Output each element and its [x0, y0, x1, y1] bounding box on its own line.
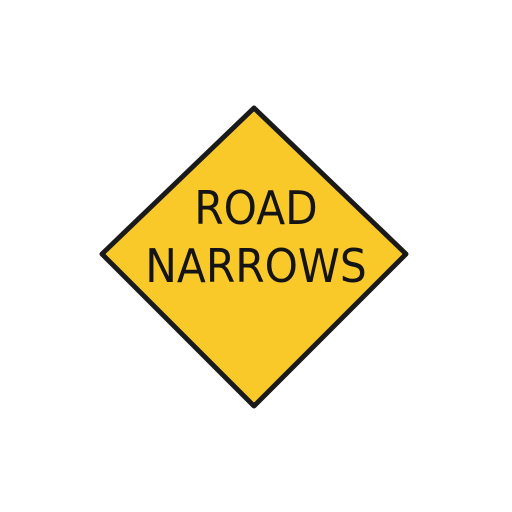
sign-text-road: ROAD	[194, 181, 318, 235]
sign-text-narrows: NARROWS	[145, 239, 367, 293]
